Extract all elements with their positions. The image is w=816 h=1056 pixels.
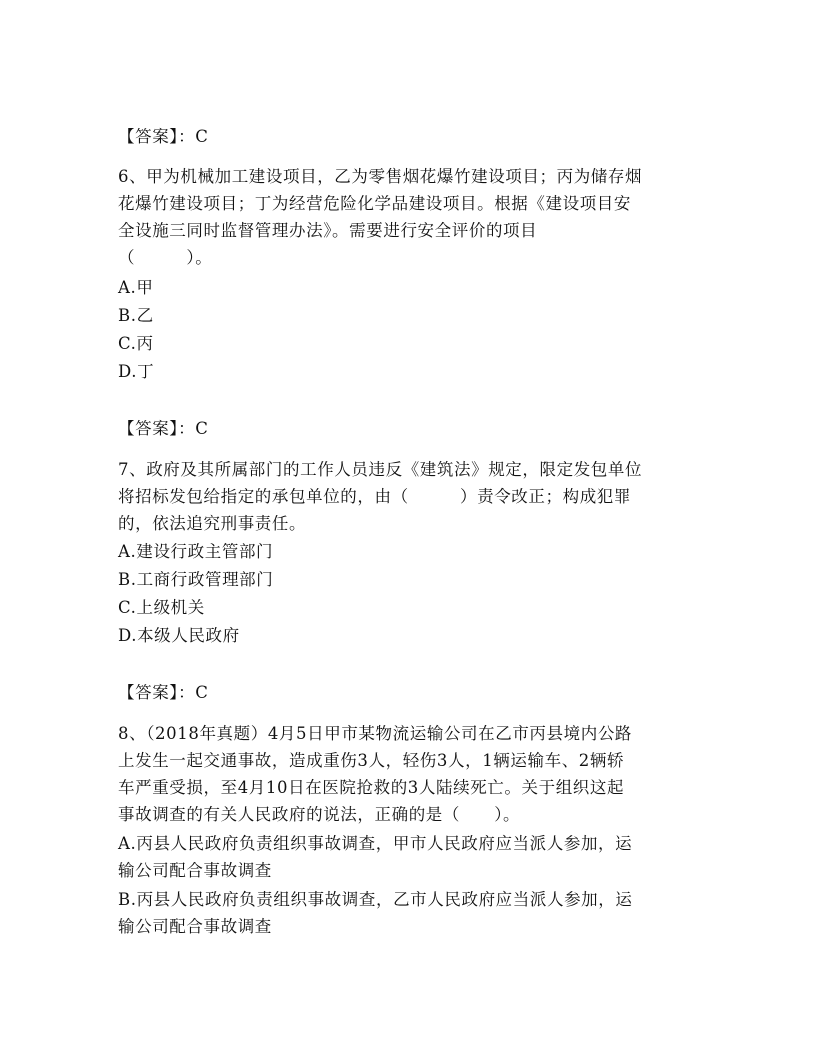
option-a-line-1: A.丙县人民政府负责组织事故调查，甲市人民政府应当派人参加，运 [118,834,633,853]
question-8-line-3: 车严重受损，至4月10日在医院抢救的3人陆续死亡。关于组织这起 [118,778,625,797]
question-6-line-4: （ ）。 [118,248,213,267]
option-a: A.甲 [118,278,154,297]
question-8-line-4: 事故调查的有关人民政府的说法，正确的是（ ）。 [118,805,521,824]
option-b: B.乙 [118,306,154,325]
option-a: A.建设行政主管部门 [118,542,274,561]
option-c: C.丙 [118,334,154,353]
question-8-line-1: 8、（2018年真题）4月5日甲市某物流运输公司在乙市丙县境内公路 [118,724,633,743]
option-d: D.丁 [118,362,155,381]
option-c: C.上级机关 [118,598,205,617]
option-d: D.本级人民政府 [118,626,240,645]
question-8-line-2: 上发生一起交通事故，造成重伤3人，轻伤3人，1辆运输车、2辆轿 [118,751,625,770]
option-b-line-2: 输公司配合事故调查 [118,917,272,936]
option-b-line-1: B.丙县人民政府负责组织事故调查，乙市人民政府应当派人参加，运 [118,890,633,909]
question-7-line-3: 的，依法追究刑事责任。 [118,514,307,533]
question-6-line-1: 6、甲为机械加工建设项目，乙为零售烟花爆竹建设项目；丙为储存烟 [118,167,643,186]
option-a-line-2: 输公司配合事故调查 [118,861,272,880]
question-6-line-2: 花爆竹建设项目；丁为经营危险化学品建设项目。根据《建设项目安 [118,194,631,213]
answer-label: 【答案】：C [118,127,209,146]
answer-label: 【答案】：C [118,419,209,438]
question-7-line-2: 将招标发包给指定的承包单位的，由（ ）责令改正；构成犯罪 [118,487,631,506]
question-7-line-1: 7、政府及其所属部门的工作人员违反《建筑法》规定，限定发包单位 [118,460,643,479]
option-b: B.工商行政管理部门 [118,570,274,589]
answer-label: 【答案】：C [118,683,209,702]
question-6-line-3: 全设施三同时监督管理办法》。需要进行安全评价的项目 [118,221,538,240]
